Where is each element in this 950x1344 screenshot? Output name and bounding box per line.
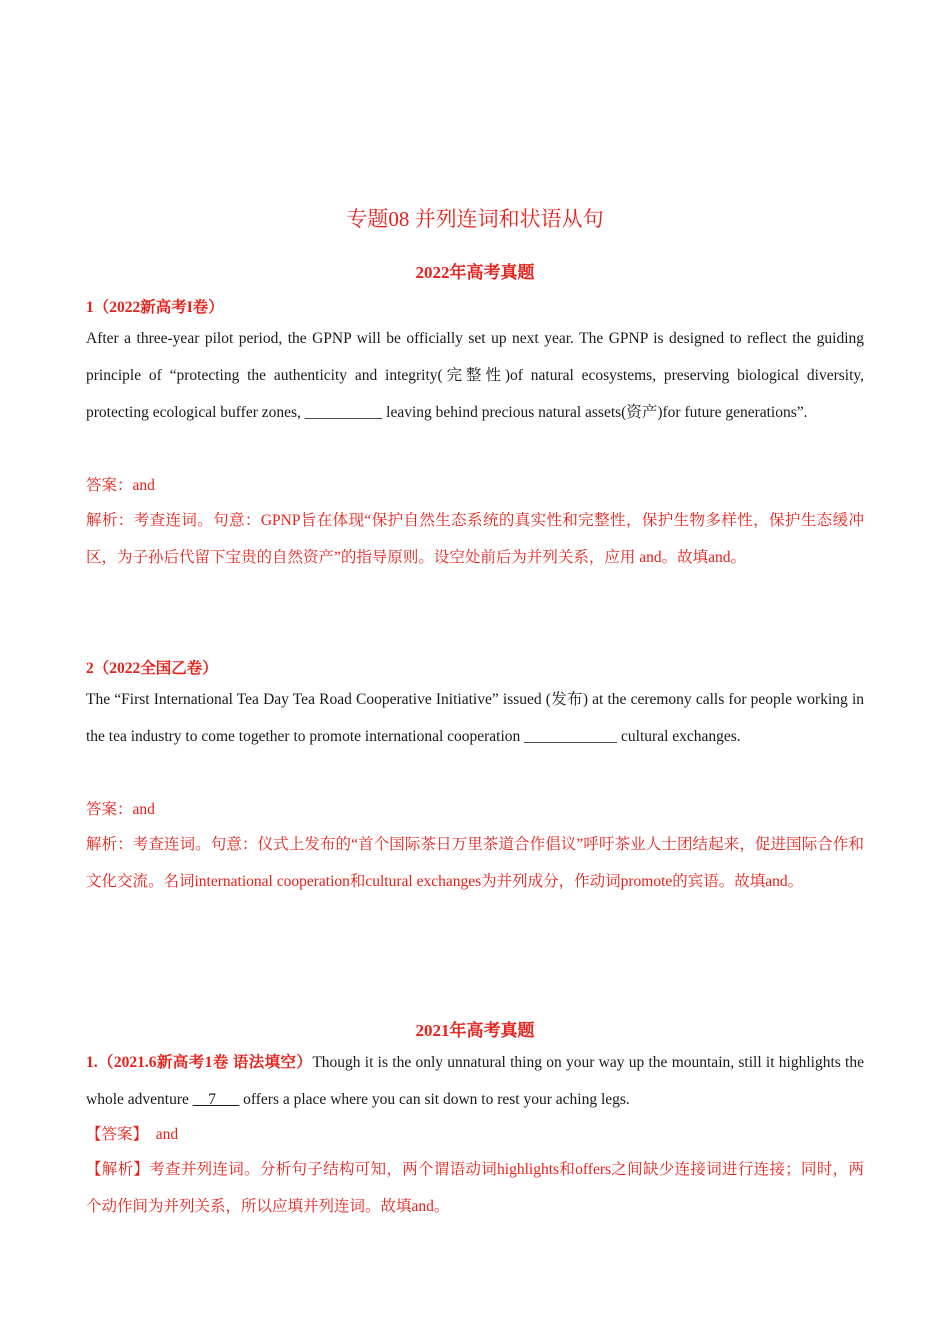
question-3-blank: __7___ xyxy=(192,1091,240,1108)
question-3-text-after: offers a place where you can sit down to rest your aching legs. xyxy=(239,1091,630,1108)
question-2-analysis: 解析：考查连词。句意：仪式上发布的“首个国际茶日万里茶道合作倡议”呼吁茶业人士团结起来，促进国际合作和文化交流。名词international cooperation和cultural exchanges为并列成分，作动词promote的宾语。故填and。 xyxy=(86,836,864,890)
question-3-text-before: Though it is the only unnatural thing on your way up the mountain, still it highlights the whole adventure xyxy=(86,1054,864,1108)
section-heading-2021: 2021年高考真题 xyxy=(415,1021,535,1040)
section-heading-2022: 2022年高考真题 xyxy=(415,263,535,282)
page-title: 专题08 并列连词和状语从句 xyxy=(346,207,604,231)
analysis-text: 考查并列连词。分析句子结构可知，两个谓语动词highlights和offers之间缺少连接词进行连接；同时，两个动作间为并列关系，所以应填并列连词。故填and。 xyxy=(86,1161,864,1215)
question-2-heading: 2（2022全国乙卷） xyxy=(86,660,218,677)
analysis-label: 【解析】 xyxy=(86,1161,150,1178)
question-3-analysis xyxy=(86,1151,864,1225)
question-2-answer: 答案：and xyxy=(86,801,155,818)
question-2-text: The “First International Tea Day Tea Road Cooperative Initiative” issued (发布) at the ceremony calls for people working in the tea industry to come together to promote international cooperation ____________ cultural exchanges. xyxy=(86,691,864,745)
answer-label: 【答案】 xyxy=(86,1126,149,1143)
question-1-answer: 答案：and xyxy=(86,477,155,494)
answer-value: and xyxy=(155,1126,179,1143)
question-3-answer xyxy=(86,1116,864,1153)
question-1-heading: 1（2022新高考I卷） xyxy=(86,299,224,316)
question-1-text: After a three-year pilot period, the GPNP will be officially set up next year. The GPNP is designed to reflect the guiding principle of “protecting the authenticity and integrity(完整性)of natural ecosystems, preserving biological diversity, protecting ecological buffer zones, __________ leaving behind precious natural assets(资产)for future generations”. xyxy=(86,330,864,421)
question-3-block xyxy=(86,1044,864,1118)
question-1-analysis: 解析：考查连词。句意：GPNP旨在体现“保护自然生态系统的真实性和完整性，保护生物多样性，保护生态缓冲区，为子孙后代留下宝贵的自然资产”的指导原则。设空处前后为并列关系，应用 and。故填and。 xyxy=(86,512,864,566)
question-3-heading: 1.（2021.6新高考1卷 语法填空） xyxy=(86,1054,313,1071)
